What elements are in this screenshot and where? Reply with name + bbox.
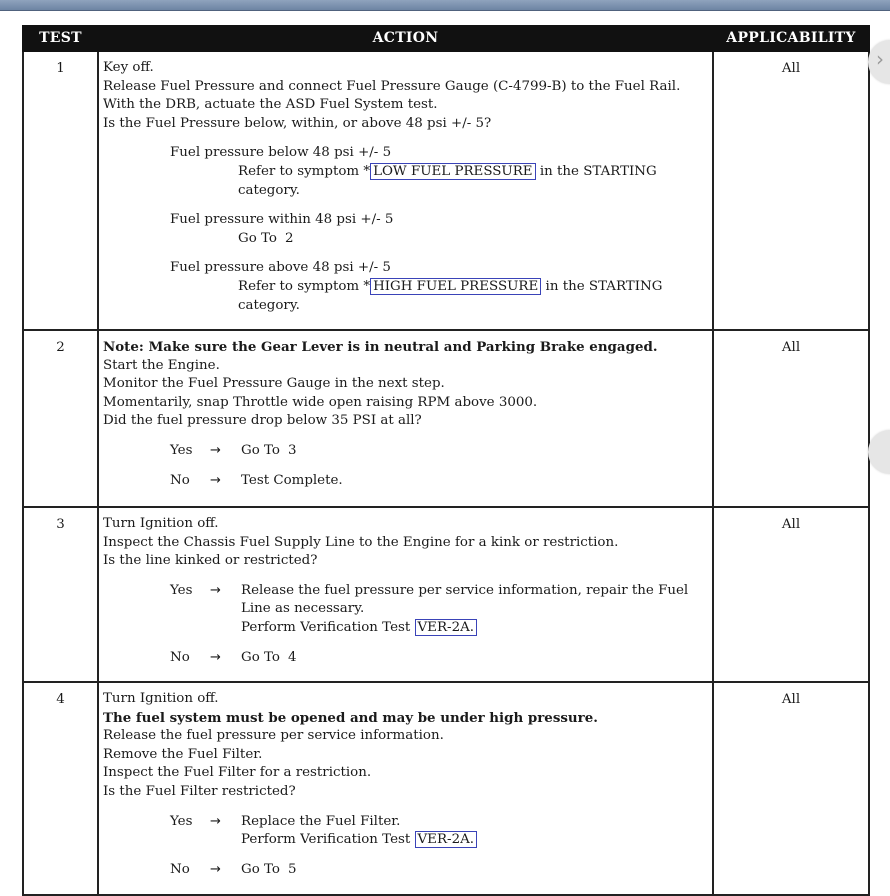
result-label: Yes (170, 813, 193, 829)
result-yes (170, 813, 708, 850)
note-text: Note: Make sure the Gear Lever is in neutral and Parking Brake engaged. (103, 339, 658, 355)
result-yes (170, 442, 708, 461)
symptom-label: Refer to symptom (238, 278, 360, 294)
test-number: 2 (23, 330, 98, 507)
result-no (170, 649, 708, 668)
result-text: Test Complete. (241, 472, 343, 488)
arrow-icon: → (210, 861, 221, 877)
action-line: Start the Engine. (103, 357, 220, 373)
action-line: Monitor the Fuel Pressure Gauge in the next step. (103, 376, 445, 392)
goto-test-link[interactable]: 5 (287, 861, 297, 877)
arrow-icon: → (210, 649, 221, 665)
table-header-row (23, 26, 869, 51)
link-marker: * (363, 163, 371, 179)
verification-label: Perform Verification Test (241, 832, 411, 848)
action-line: Inspect the Fuel Filter for a restriction. (103, 765, 372, 781)
symptom-category-word: category. (238, 297, 300, 313)
goto-label: Go To (241, 442, 280, 458)
action-line: Inspect the Chassis Fuel Supply Line to the Engine for a kink or restriction. (103, 534, 619, 550)
goto-test-link[interactable]: 4 (287, 649, 297, 665)
action-cell (98, 507, 713, 682)
action-line: Release the fuel pressure per service information. (103, 728, 444, 744)
option-within (170, 211, 708, 248)
action-line: Turn Ignition off. (103, 691, 219, 706)
symptom-category: in the STARTING (545, 278, 663, 294)
ver-2a-link[interactable]: VER-2A. (415, 831, 478, 848)
goto-test-link[interactable]: 3 (287, 442, 297, 458)
result-no (170, 861, 708, 880)
option-condition: Fuel pressure above 48 psi +/- 5 (170, 260, 391, 276)
arrow-icon: → (210, 813, 221, 829)
arrow-icon: → (210, 472, 221, 488)
action-cell (98, 330, 713, 507)
test-number: 4 (23, 682, 98, 895)
link-marker: * (363, 278, 371, 294)
result-no (170, 472, 708, 491)
arrow-icon: → (210, 582, 221, 598)
side-scroll-button[interactable] (868, 430, 890, 474)
action-line: Key off. (103, 60, 154, 75)
applicability-cell: All (713, 507, 869, 682)
option-condition: Fuel pressure within 48 psi +/- 5 (170, 212, 394, 228)
option-condition: Fuel pressure below 48 psi +/- 5 (170, 145, 392, 161)
symptom-category-word: category. (238, 182, 300, 198)
window-title-bar (0, 0, 890, 11)
diagnostic-test-table (22, 25, 870, 896)
action-line: Release Fuel Pressure and connect Fuel Pressure Gauge (C-4799-B) to the Fuel Rail. (103, 78, 681, 94)
high-fuel-pressure-link[interactable]: HIGH FUEL PRESSURE (370, 278, 541, 295)
next-page-button[interactable] (868, 40, 890, 84)
applicability-cell: All (713, 330, 869, 507)
action-cell (98, 682, 713, 895)
action-line: Remove the Fuel Filter. (103, 746, 263, 762)
result-label: No (170, 861, 190, 877)
arrow-icon: → (210, 442, 221, 458)
result-text: Line as necessary. (241, 601, 365, 617)
applicability-cell: All (713, 51, 869, 330)
goto-test-link[interactable]: 2 (284, 230, 294, 246)
table-row (23, 507, 869, 682)
result-text: Replace the Fuel Filter. (241, 813, 401, 829)
symptom-category: in the STARTING (539, 163, 657, 179)
symptom-label: Refer to symptom (238, 163, 360, 179)
goto-label: Go To (241, 649, 280, 665)
table-row (23, 682, 869, 895)
verification-label: Perform Verification Test (241, 619, 411, 635)
result-text: Release the fuel pressure per service information, repair the Fuel (241, 582, 689, 598)
action-line: Momentarily, snap Throttle wide open raising RPM above 3000. (103, 394, 538, 410)
action-line: Is the line kinked or restricted? (103, 553, 318, 569)
applicability-cell: All (713, 682, 869, 895)
result-label: Yes (170, 442, 193, 458)
test-number: 3 (23, 507, 98, 682)
header-action: ACTION (98, 26, 713, 51)
action-line: With the DRB, actuate the ASD Fuel System test. (103, 97, 438, 113)
header-test: TEST (23, 26, 98, 51)
option-below (170, 144, 708, 200)
table-row (23, 51, 869, 330)
table-row (23, 330, 869, 507)
option-above (170, 259, 708, 315)
chevron-right-icon: › (876, 47, 884, 71)
warning-text: The fuel system must be opened and may be under high pressure. (103, 709, 598, 726)
ver-2a-link[interactable]: VER-2A. (415, 619, 478, 636)
low-fuel-pressure-link[interactable]: LOW FUEL PRESSURE (370, 163, 536, 180)
result-label: No (170, 472, 190, 488)
test-number: 1 (23, 51, 98, 330)
action-line: Did the fuel pressure drop below 35 PSI at all? (103, 413, 422, 429)
goto-label: Go To (238, 230, 277, 246)
goto-label: Go To (241, 861, 280, 877)
action-line: Is the Fuel Pressure below, within, or above 48 psi +/- 5? (103, 115, 492, 131)
result-label: Yes (170, 582, 193, 598)
result-yes (170, 582, 708, 638)
action-cell (98, 51, 713, 330)
action-line: Turn Ignition off. (103, 516, 219, 531)
action-line: Is the Fuel Filter restricted? (103, 783, 296, 799)
header-applicability: APPLICABILITY (713, 26, 869, 51)
result-label: No (170, 649, 190, 665)
